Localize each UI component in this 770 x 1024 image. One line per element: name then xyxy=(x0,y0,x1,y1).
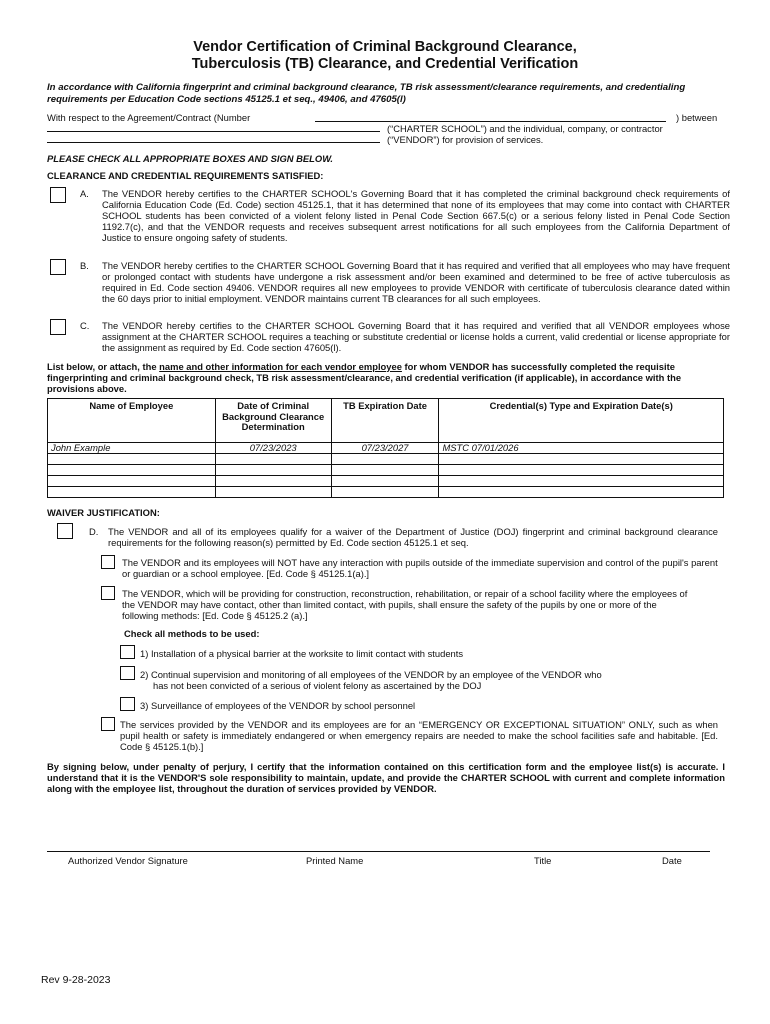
table-row xyxy=(48,454,724,465)
table-row xyxy=(48,476,724,487)
checkbox-waiver-construction[interactable] xyxy=(101,586,115,600)
checkbox-b[interactable] xyxy=(50,259,66,275)
list-suffix: for whom VENDOR has successfully completed the requisite fingerprinting and criminal background check, TB risk assessment/clearance, and credential verification (if applicable), in accordance with the provisions above. xyxy=(47,361,682,394)
vendor-field[interactable] xyxy=(47,142,380,143)
tb-date-cell[interactable]: 07/23/2027 xyxy=(331,443,439,454)
employee-name-cell[interactable] xyxy=(48,476,216,487)
header-tb-expiration-date: TB Expiration Date xyxy=(331,399,439,443)
date-label: Date xyxy=(662,855,682,866)
clearance-date-cell[interactable] xyxy=(215,454,331,465)
charter-school-definition: (“CHARTER SCHOOL”) and the individual, company, or contractor xyxy=(387,123,663,134)
item-c-letter: C. xyxy=(80,320,90,331)
clearance-date-cell[interactable] xyxy=(215,476,331,487)
checkbox-method-1[interactable] xyxy=(120,645,135,659)
method-3-text: 3) Surveillance of employees of the VENDOR by school personnel xyxy=(140,700,416,711)
check-instruction: PLEASE CHECK ALL APPROPRIATE BOXES AND SIGN BELOW. xyxy=(47,153,333,164)
revision-date: Rev 9-28-2023 xyxy=(41,974,111,986)
item-c-text: The VENDOR hereby certifies to the CHARTER SCHOOL Governing Board that it has required and verified that all VENDOR employees whose assignment at the CHARTER SCHOOL requires a teaching or substitute credential or license holds a current, valid credential or license appropriate for the assignment as required by Ed. Code section 47605(l). xyxy=(102,320,730,353)
agreement-between: ) between xyxy=(676,112,718,123)
item-d-text: The VENDOR and all of its employees qualify for a waiver of the Department of Justice (DOJ) fingerprint and criminal background clearance requirements for the following reason(s) permitted by Ed. Code section 45125.1 et seq. xyxy=(108,526,718,548)
title-label: Title xyxy=(534,855,552,866)
employee-name-cell[interactable] xyxy=(48,465,216,476)
methods-heading: Check all methods to be used: xyxy=(124,628,260,639)
employee-table xyxy=(47,398,724,498)
perjury-certification: By signing below, under penalty of perjury, I certify that the information contained on this certification form and the employee list(s) is accurate. I understand that it is the VENDOR'S sole responsibility to maintain, update, and provide the CHARTER SCHOOL with current and complete information along with the employee list, throughout the duration of services provided by VENDOR. xyxy=(47,761,725,794)
signature-label: Authorized Vendor Signature xyxy=(68,855,188,866)
waiver-emergency-text: The services provided by the VENDOR and its employees are for an “EMERGENCY OR EXCEPTIONAL SITUATION” ONLY, such as when pupil health or safety is immediately endangered or when emergency repairs are needed to make the school facilities safe and habitable. [Ed. Code § 45125.1(b).] xyxy=(120,719,718,752)
clearance-date-cell[interactable]: 07/23/2023 xyxy=(215,443,331,454)
vendor-definition: (“VENDOR”) for provision of services. xyxy=(387,134,544,145)
table-header-row xyxy=(48,399,724,443)
credential-cell[interactable]: MSTC 07/01/2026 xyxy=(439,443,724,454)
form-title-line-1: Vendor Certification of Criminal Background Clearance, xyxy=(193,39,577,55)
tb-date-cell[interactable] xyxy=(331,476,439,487)
signature-line[interactable] xyxy=(47,851,710,852)
checkbox-waiver-emergency[interactable] xyxy=(101,717,115,731)
item-d-letter: D. xyxy=(89,526,99,537)
tb-date-cell[interactable] xyxy=(331,454,439,465)
tb-date-cell[interactable] xyxy=(331,487,439,498)
method-2-text-line-1: 2) Continual supervision and monitoring of all employees of the VENDOR by an employee of the VENDOR who xyxy=(140,669,602,680)
credential-cell[interactable] xyxy=(439,465,724,476)
list-underlined: name and other information for each vendor employee xyxy=(159,361,402,372)
header-name-of-employee: Name of Employee xyxy=(48,399,216,443)
checkbox-method-3[interactable] xyxy=(120,697,135,711)
checkbox-method-2[interactable] xyxy=(120,666,135,680)
method-2-text-line-2: has not been convicted of a serious of violent felony as ascertained by the DOJ xyxy=(153,680,482,691)
clearance-date-cell[interactable] xyxy=(215,465,331,476)
item-a-text: The VENDOR hereby certifies to the CHARTER SCHOOL's Governing Board that it has completed the criminal background check requirements of California Education Code (Ed. Code) section 45125.1, that it has determined that none of its employees that may come into contact with CHARTER SCHOOL students has been convicted of a violent felony listed in Penal Code Section 667.5(c) or a serious felony listed in Penal Code Section 1192.7(c), and that the VENDOR requests and receives subsequent arrest notifications for all such employees from the California Department of Justice to ensure ongoing safety of students. xyxy=(102,188,730,243)
checkbox-d[interactable] xyxy=(57,523,73,539)
method-1-text: 1) Installation of a physical barrier at the worksite to limit contact with students xyxy=(140,648,464,659)
contract-number-field[interactable] xyxy=(315,121,666,122)
table-row xyxy=(48,443,724,454)
header-credential-type: Credential(s) Type and Expiration Date(s) xyxy=(439,399,724,443)
table-row xyxy=(48,465,724,476)
employee-list-instruction xyxy=(47,361,727,394)
item-a-letter: A. xyxy=(80,188,89,199)
credential-cell[interactable] xyxy=(439,487,724,498)
credential-cell[interactable] xyxy=(439,476,724,487)
waiver-construction-text: The VENDOR, which will be providing for construction, reconstruction, rehabilitation, or repair of a school facility where the employees of the VENDOR may have contact, other than limited contact, with pupils, shall ensure the safety of the pupils by one or more of the following methods: [Ed. Code § 45125.2 (a).] xyxy=(122,588,688,621)
employee-name-cell[interactable] xyxy=(48,454,216,465)
waiver-no-interaction-text: The VENDOR and its employees will NOT have any interaction with pupils outside of the immediate supervision and control of the pupil's parent or guardian or a school employee. [Ed. Code § 45125.1(a).] xyxy=(122,557,718,579)
item-b-text: The VENDOR hereby certifies to the CHARTER SCHOOL Governing Board that it has required and verified that all employees who may have frequent or prolonged contact with students have undergone a risk assessment and/or been examined and determined to be free of active tuberculosis as required in Ed. Code section 49406. VENDOR requires all new employees to provide VENDOR with certificate of tuberculosis clearance dated within the 60 days prior to initial employment. VENDOR maintains current TB clearances for all such employees. xyxy=(102,260,730,304)
table-row xyxy=(48,487,724,498)
employee-name-cell[interactable] xyxy=(48,487,216,498)
intro-statement: In accordance with California fingerprint and criminal background clearance, TB risk assessment/clearance requirements, and credentialing requirements per Education Code sections 45125.1 et seq., 49406, and 47605(l) xyxy=(47,82,686,105)
credential-cell[interactable] xyxy=(439,454,724,465)
clearance-date-cell[interactable] xyxy=(215,487,331,498)
tb-date-cell[interactable] xyxy=(331,465,439,476)
clearance-heading: CLEARANCE AND CREDENTIAL REQUIREMENTS SATISFIED: xyxy=(47,170,324,181)
waiver-heading: WAIVER JUSTIFICATION: xyxy=(47,507,160,518)
charter-school-field[interactable] xyxy=(47,131,380,132)
list-prefix: List below, or attach, the xyxy=(47,361,160,372)
header-criminal-clearance-date: Date of Criminal Background Clearance Determination xyxy=(215,399,331,443)
checkbox-a[interactable] xyxy=(50,187,66,203)
item-b-letter: B. xyxy=(80,260,89,271)
checkbox-waiver-no-interaction[interactable] xyxy=(101,555,115,569)
agreement-prefix: With respect to the Agreement/Contract (Number xyxy=(47,112,251,123)
printed-name-label: Printed Name xyxy=(306,855,364,866)
employee-name-cell[interactable]: John Example xyxy=(48,443,216,454)
form-title-line-2: Tuberculosis (TB) Clearance, and Credential Verification xyxy=(191,56,579,72)
checkbox-c[interactable] xyxy=(50,319,66,335)
